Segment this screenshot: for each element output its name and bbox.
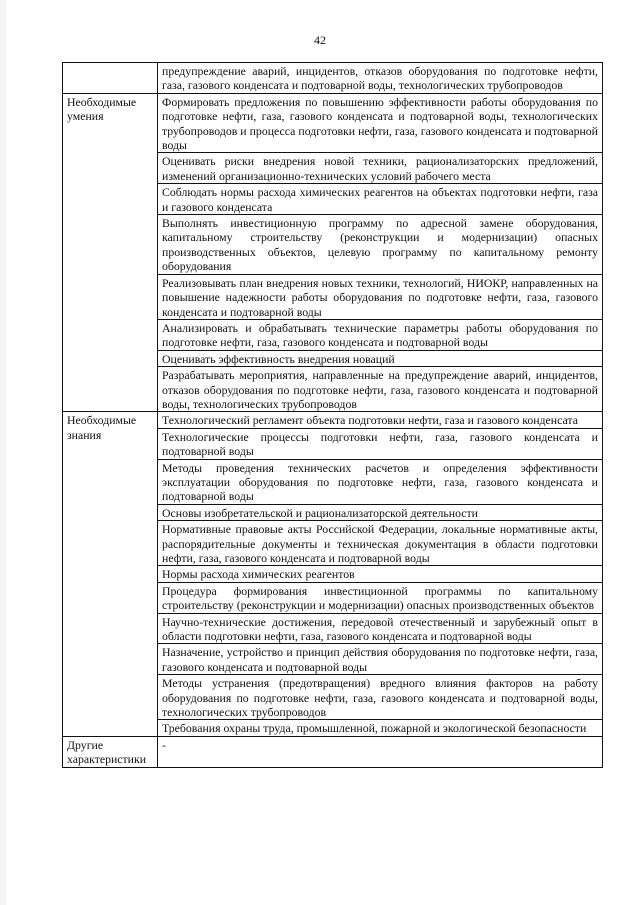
row-text: Реализовывать план внедрения новых техники, технологий, НИОКР, направленных на повышение надежности работы оборудования по подготовке нефти, газа, газового конденсата и подтоварной воды (158, 274, 603, 319)
row-label (63, 63, 158, 94)
row-text: предупреждение аварий, инцидентов, отказов оборудования по подготовке нефти, газа, газового конденсата и подтоварной воды, технологических трубопроводов (158, 63, 603, 94)
row-label-skills: Необходимые умения (63, 93, 158, 412)
row-text: Оценивать риски внедрения новой техники, рационализаторских предложений, изменений организационно-технических условий рабочего места (158, 153, 603, 184)
row-text: Назначение, устройство и принцип действия оборудования по подготовке нефти, газа, газового конденсата и подтоварной воды (158, 644, 603, 675)
row-text: Соблюдать нормы расхода химических реагентов на объектах подготовки нефти, газа и газового конденсата (158, 184, 603, 215)
row-text: Процедура формирования инвестиционной программы по капитальному строительству (реконструкции и модернизации) опасных производственных объектов (158, 582, 603, 613)
table-row (63, 93, 603, 153)
row-text: Технологические процессы подготовки нефти, газа, газового конденсата и подтоварной воды (158, 428, 603, 459)
row-text: Методы проведения технических расчетов и определения эффективности эксплуатации оборудования по подготовке нефти, газа, газового конденсата и подтоварной воды (158, 459, 603, 504)
row-text: Нормы расхода химических реагентов (158, 566, 603, 582)
row-label-other: Другие характеристики (63, 736, 158, 767)
row-text: Оценивать эффективность внедрения новаций (158, 350, 603, 366)
table-row (63, 736, 603, 767)
scan-edge (0, 0, 6, 905)
row-text: Методы устранения (предотвращения) вредного влияния факторов на работу оборудования по подготовке нефти, газа, газового конденсата и подтоварной воды, технологических трубопроводов (158, 675, 603, 720)
table-row (63, 412, 603, 428)
row-text: Формировать предложения по повышению эффективности работы оборудования по подготовке нефти, газа, газового конденсата и подтоварной воды, технологических трубопроводов и процесса подготовки нефти, газа, газового конденсата и подтоварной воды (158, 93, 603, 153)
row-text: Анализировать и обрабатывать технические параметры работы оборудования по подготовке нефти, газа, газового конденсата и подтоварной воды (158, 319, 603, 350)
row-text: Технологический регламент объекта подготовки нефти, газа и газового конденсата (158, 412, 603, 428)
page-number: 42 (314, 33, 326, 47)
row-text: - (158, 736, 603, 767)
row-text: Требования охраны труда, промышленной, пожарной и экологической безопасности (158, 720, 603, 736)
row-text: Основы изобретательской и рационализаторской деятельности (158, 504, 603, 520)
row-text: Разрабатывать мероприятия, направленные на предупреждение аварий, инцидентов, отказов оборудования по подготовке нефти, газа, газового конденсата и подтоварной воды, технологических трубопроводов (158, 367, 603, 412)
row-text: Научно-технические достижения, передовой отечественный и зарубежный опыт в области подготовки нефти, газа, газового конденсата и подтоварной воды (158, 613, 603, 644)
row-text: Выполнять инвестиционную программу по адресной замене оборудования, капитальному строительству (реконструкции и модернизации) опасных производственных объектов, целевую программу по капитальному ремонту оборудования (158, 215, 603, 275)
row-label-knowledge: Необходимые знания (63, 412, 158, 737)
table-row (63, 63, 603, 94)
row-text: Нормативные правовые акты Российской Федерации, локальные нормативные акты, распорядительные документы и техническая документация в области подготовки нефти, газа, газового конденсата и подтоварной воды (158, 521, 603, 566)
requirements-table (62, 62, 603, 768)
